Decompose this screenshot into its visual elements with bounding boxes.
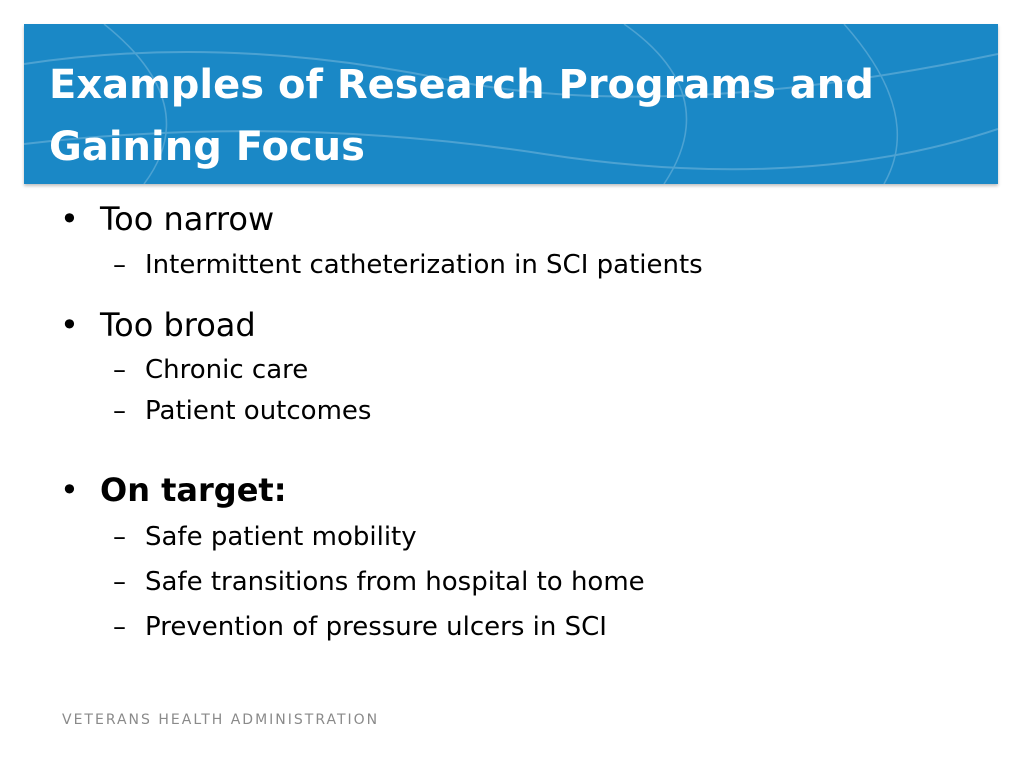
sub-bullet-text: Safe patient mobility <box>145 522 417 552</box>
bullet-icon: • <box>60 200 79 238</box>
bullet-icon: • <box>60 471 79 509</box>
slide-title: Examples of Research Programs and Gaining Focus <box>49 62 874 170</box>
dash-icon: – <box>113 396 126 426</box>
sub-bullet-item <box>113 355 308 385</box>
dash-icon: – <box>113 612 126 642</box>
bullet-text: Too narrow <box>100 200 275 238</box>
sub-bullet-text: Prevention of pressure ulcers in SCI <box>145 612 607 642</box>
footer-organization: VETERANS HEALTH ADMINISTRATION <box>62 712 380 728</box>
sub-bullet-item <box>113 522 417 552</box>
sub-bullet-text: Patient outcomes <box>145 396 372 426</box>
sub-bullet-item <box>113 567 645 597</box>
dash-icon: – <box>113 567 126 597</box>
sub-bullet-text: Safe transitions from hospital to home <box>145 567 645 597</box>
sub-bullet-text: Chronic care <box>145 355 309 385</box>
sub-bullet-text: Intermittent catheterization in SCI patients <box>145 250 703 280</box>
bullet-item <box>60 306 256 344</box>
sub-bullet-item <box>113 612 607 642</box>
bullet-item <box>60 200 274 238</box>
dash-icon: – <box>113 355 126 385</box>
bullet-item <box>60 471 287 509</box>
sub-bullet-item <box>113 396 371 426</box>
bullet-text: Too broad <box>100 306 256 344</box>
bullet-icon: • <box>60 306 79 344</box>
bullet-text: On target: <box>100 471 287 509</box>
dash-icon: – <box>113 250 126 280</box>
sub-bullet-item <box>113 250 703 280</box>
dash-icon: – <box>113 522 126 552</box>
